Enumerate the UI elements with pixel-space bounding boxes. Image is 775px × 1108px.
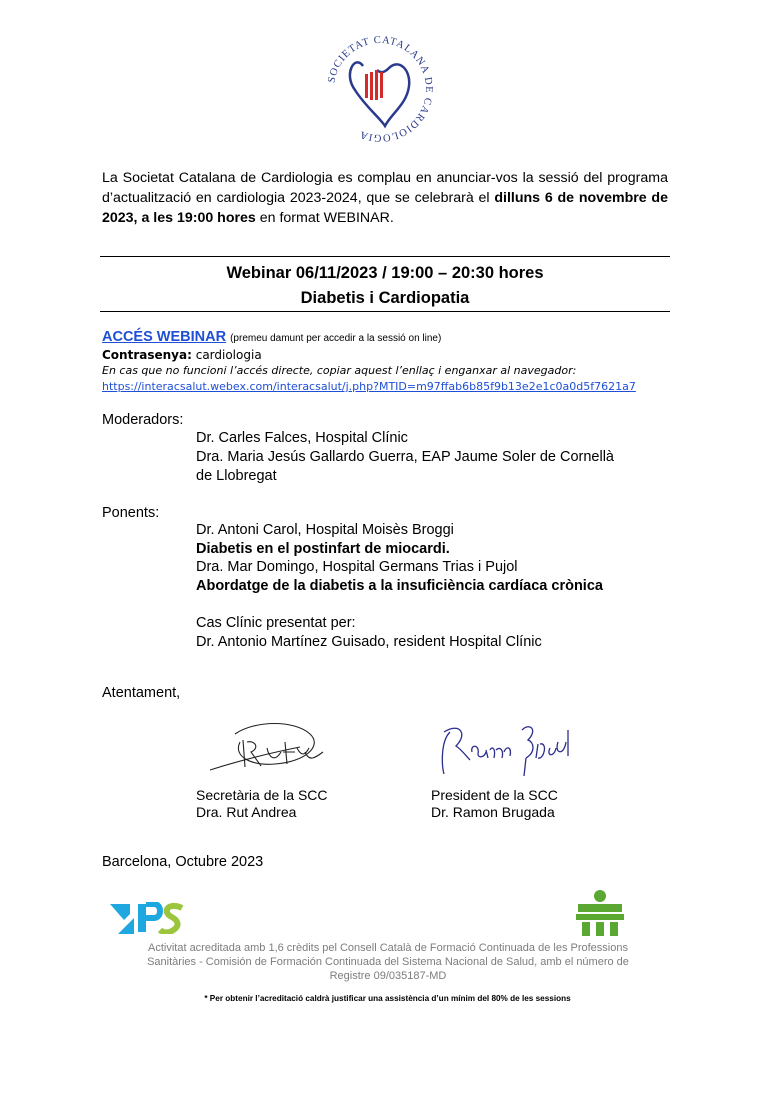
speaker-1-name: Dr. Antoni Carol, Hospital Moisès Broggi	[196, 522, 454, 538]
webinar-access-link[interactable]: ACCÉS WEBINAR	[102, 329, 227, 345]
moderator-1: Dr. Carles Falces, Hospital Clínic	[196, 430, 408, 446]
intro-paragraph	[102, 168, 668, 228]
signature-right-image	[430, 712, 575, 782]
case-label: Cas Clínic presentat per:	[196, 615, 356, 631]
password-row	[102, 348, 262, 363]
intro-date: dilluns 6 de novembre de 2023, a les 19:00 hores	[102, 190, 668, 226]
attendance-note: * Per obtenir l’acreditació caldrà justificar una assistència d’un mínim del 80% de les sessions	[204, 994, 571, 1003]
access-row	[102, 328, 441, 348]
moderator-2-cont: de Llobregat	[196, 468, 277, 484]
event-subtitle: Diabetis i Cardiopatia	[300, 289, 470, 307]
speaker-2-talk: Abordatge de la diabetis a la insuficiència cardíaca crònica	[196, 578, 603, 594]
ps-logo	[108, 902, 188, 934]
signature-left-name: Dra. Rut Andrea	[196, 804, 297, 820]
signature-right-role: President de la SCC	[431, 787, 558, 803]
password-value: cardiologia	[195, 348, 262, 362]
logo-text: SOCIETAT CATALANA DE CARDIOLOGIA	[326, 34, 435, 144]
sns-logo	[570, 888, 630, 938]
intro-part2: en format WEBINAR.	[255, 210, 394, 226]
access-link-note: (premeu damunt per accedir a la sessió on line)	[230, 333, 442, 344]
signature-right-name: Dr. Ramon Brugada	[431, 804, 555, 820]
intro-part1: La Societat Catalana de Cardiologia es complau en anunciar-vos la sessió del programa d’actualització en cardiologia 2023-2024, que se celebrarà el	[102, 170, 668, 206]
access-hint: En cas que no funcioni l’accés directe, copiar aquest l’enllaç i enganxar al navegador:	[102, 364, 577, 377]
accreditation-line-1: Activitat acreditada amb 1,6 crèdits pel Consell Català de Formació Continuada de les Professions	[148, 942, 628, 954]
event-title: Webinar 06/11/2023 / 19:00 – 20:30 hores	[226, 264, 544, 282]
password-label: Contrasenya:	[102, 348, 192, 362]
moderator-2: Dra. Maria Jesús Gallardo Guerra, EAP Jaume Soler de Cornellà	[196, 449, 615, 465]
place-date: Barcelona, Octubre 2023	[102, 854, 264, 870]
divider-top	[100, 256, 670, 257]
divider-bottom	[100, 311, 670, 312]
webinar-url-link[interactable]: https://interacsalut.webex.com/interacsalut/j.php?MTID=m97ffab6b85f9b13e2e1c0a0d5f7621a7	[102, 380, 636, 393]
closing: Atentament,	[102, 685, 181, 701]
speaker-1-talk: Diabetis en el postinfart de miocardi.	[196, 541, 450, 557]
case-presenter: Dr. Antonio Martínez Guisado, resident Hospital Clínic	[196, 634, 542, 650]
scc-logo	[325, 34, 435, 144]
accreditation-line-2: Sanitàries - Comisión de Formación Continuada del Sistema Nacional de Salud, amb el número de	[147, 956, 629, 968]
speakers-label: Ponents:	[102, 505, 160, 521]
signature-left-image	[205, 712, 335, 777]
accreditation-line-3: Registre 09/035187-MD	[329, 970, 447, 982]
moderators-label: Moderadors:	[102, 412, 184, 428]
speaker-2-name: Dra. Mar Domingo, Hospital Germans Trias i Pujol	[196, 559, 518, 575]
accreditation-text	[118, 941, 658, 983]
signature-left-role: Secretària de la SCC	[196, 787, 328, 803]
